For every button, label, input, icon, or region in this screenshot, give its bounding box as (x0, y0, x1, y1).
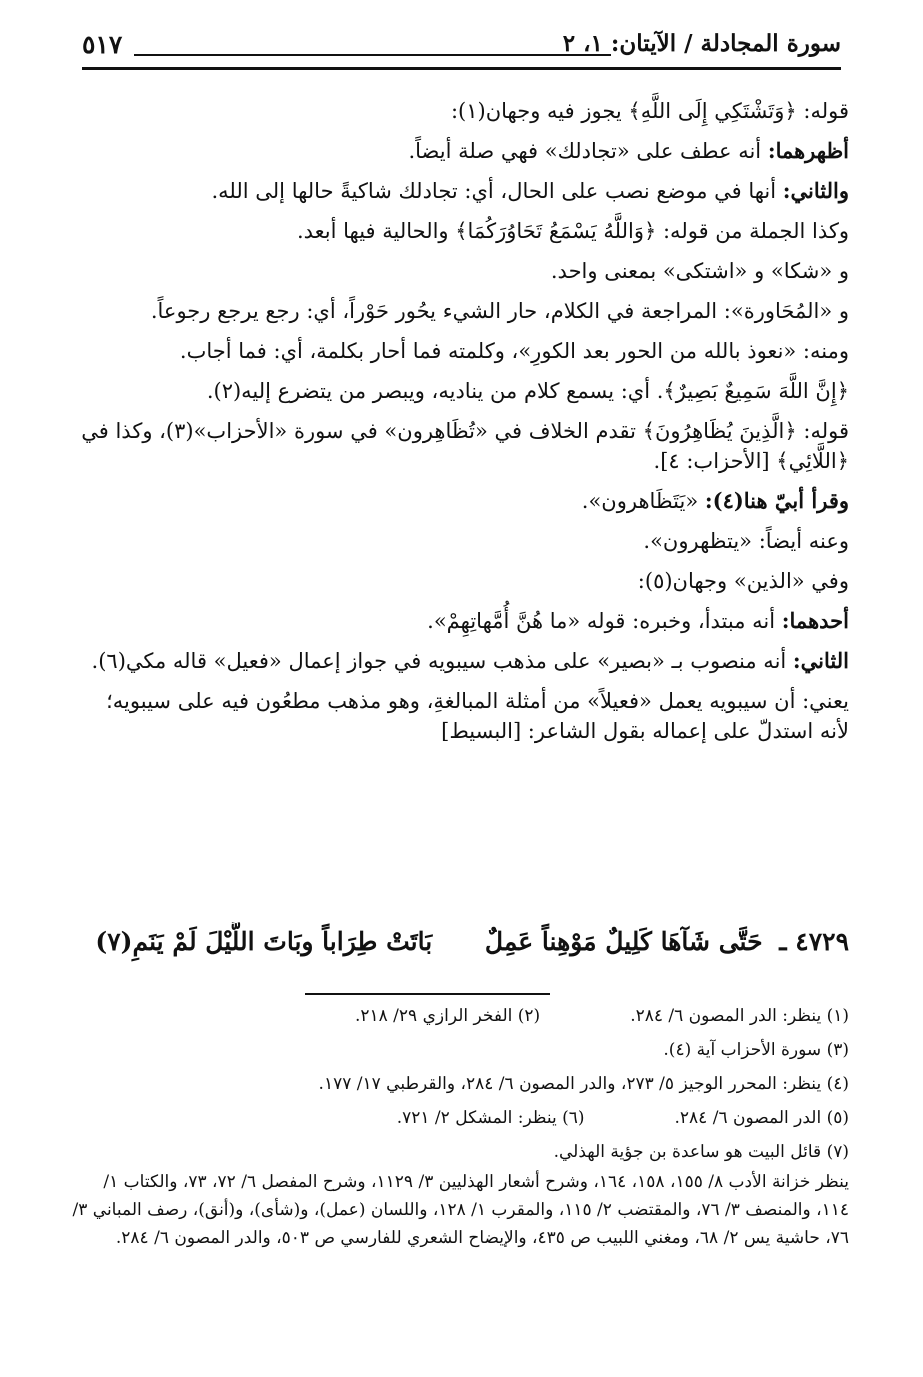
footnote: (٥) الدر المصون ٦/ ٢٨٤. (674, 1108, 849, 1128)
footnote-line (72, 1104, 849, 1132)
paragraph-label: أظهرهما: (767, 138, 849, 163)
footnote-line (72, 1070, 849, 1098)
running-title: سورة المجادلة / الآيتان: ١، ٢ (562, 30, 841, 57)
paragraph-text: و «المُحَاورة»: المراجعة في الكلام، حار الشيء يحُور حَوْراً، أي: رجع يرجع رجوعاً. (150, 299, 849, 323)
paragraph-label: والثاني: (782, 178, 849, 203)
paragraph (72, 376, 849, 406)
paragraph-text: أنه مبتدأ، وخبره: قوله «ما هُنَّ أُمَّهاتِهِمْ». (427, 609, 782, 633)
paragraph (72, 336, 849, 366)
paragraph (72, 606, 849, 636)
paragraph (72, 256, 849, 286)
paragraph-text: ومنه: «نعوذ بالله من الحور بعد الكورِ»، وكلمته فما أحار بكلمة، أي: فما أجاب. (179, 339, 849, 363)
paragraph-text: أنه منصوب بـ «بصير» على مذهب سيبويه في جواز إعمال «فعيل» قاله مكي(٦). (91, 649, 793, 673)
paragraph (72, 486, 849, 516)
page-header (82, 30, 841, 70)
paragraph-text: أنه عطف على «تجادلك» فهي صلة أيضاً. (408, 139, 768, 163)
footnote: (٢) الفخر الرازي ٢٩/ ٢١٨. (354, 1006, 541, 1026)
paragraph-label: وقرأ أبيّ هنا(٤): (704, 488, 849, 513)
paragraph-text: قوله: ﴿وَتَشْتَكِي إِلَى اللَّهِ﴾ يجوز فيه وجهان(١): (450, 99, 849, 123)
verse-first-hemistich: حَتَّى شَآهَا كَلِيلٌ مَوْهِناً عَمِلٌ (484, 927, 763, 956)
paragraph (72, 566, 849, 596)
paragraph-text: وفي «الذين» وجهان(٥): (637, 569, 849, 593)
paragraph-text: وعنه أيضاً: «يتظهرون». (643, 529, 849, 553)
paragraph (72, 296, 849, 326)
paragraph-label: أحدهما: (781, 608, 849, 633)
paragraph-text: «يَتَظَاهرون». (581, 489, 705, 513)
footnote: (١) ينظر: الدر المصون ٦/ ٢٨٤. (630, 1006, 849, 1026)
footnote: (٦) ينظر: المشكل ٢/ ٧٢١. (396, 1108, 585, 1128)
paragraph (72, 686, 849, 746)
footnote-separator (305, 993, 550, 995)
footnote: (٤) ينظر: المحرر الوجيز ٥/ ٢٧٣، والدر المصون ٦/ ٢٨٤، والقرطبي ١٧/ ١٧٧. (318, 1074, 849, 1094)
paragraph (72, 416, 849, 476)
paragraph (72, 216, 849, 246)
header-dash-line (134, 54, 611, 56)
verse-number: ٤٧٢٩ ـ (779, 927, 849, 956)
paragraph (72, 526, 849, 556)
footnote-line (72, 1036, 849, 1064)
paragraph-text: أنها في موضع نصب على الحال، أي: تجادلك شاكيةً حالها إلى الله. (211, 179, 783, 203)
paragraph (72, 136, 849, 166)
paragraph-text: يعني: أن سيبويه يعمل «فعيلاً» من أمثلة المبالغةِ، وهو مذهب مطعُون فيه على سيبويه؛ لأنه استدلّ على إعماله بقول الشاعر: [البسيط] (106, 689, 849, 743)
paragraph-text: وكذا الجملة من قوله: ﴿وَاللَّهُ يَسْمَعُ تَحَاوُرَكُمَا﴾ والحالية فيها أبعد. (296, 219, 849, 243)
main-text (72, 96, 849, 756)
footnotes (72, 1002, 849, 1258)
header-rule (82, 67, 841, 70)
verse-second-hemistich: بَاتَتْ طِرَاباً وبَاتَ اللَّيْلَ لَمْ يَنَمِ(٧) (95, 927, 433, 956)
footnote-line (72, 1138, 849, 1166)
poetry-verse (72, 922, 849, 962)
footnote: (٧) قائل البيت هو ساعدة بن جؤية الهذلي. (553, 1142, 849, 1162)
page-number: ٥١٧ (82, 30, 123, 59)
paragraph (72, 96, 849, 126)
paragraph-text: قوله: ﴿الَّذِينَ يُظَاهِرُونَ﴾ تقدم الخلاف في «تُظَاهِرون» في سورة «الأحزاب»(٣)، وكذا في ﴿اللَّائِي﴾ [الأحزاب: ٤]. (81, 419, 849, 473)
paragraph-label: الثاني: (792, 648, 849, 673)
paragraph-text: و «شكا» و «اشتكى» بمعنى واحد. (550, 259, 849, 283)
footnote: (٣) سورة الأحزاب آية (٤). (663, 1040, 849, 1060)
footnote-continuation: ينظر خزانة الأدب ٨/ ١٥٥، ١٥٨، ١٦٤، وشرح أشعار الهذليين ٣/ ١١٢٩، وشرح المفصل ٦/ ٧٢، ٧٣، والكتاب ١/ ١١٤، والمنصف ٣/ ٧٦، والمقتضب ٢/ ١١٥، والمقرب ١/ ١٢٨، واللسان (عمل)، و(شأى)، و(أنق)، رصف المباني ٣/ ٧٦، حاشية يس ٢/ ٦٨، ومغني اللبيب ص ٤٣٥، والإيضاح الشعري للفارسي ص ٥٠٣، والدر المصون ٦/ ٢٨٤. (72, 1172, 849, 1248)
paragraph (72, 646, 849, 676)
footnote-line (72, 1002, 849, 1030)
paragraph-text: ﴿إِنَّ اللَّهَ سَمِيعٌ بَصِيرٌ﴾. أي: يسمع كلام من يناديه، ويبصر من يتضرع إليه(٢). (206, 379, 849, 403)
paragraph (72, 176, 849, 206)
